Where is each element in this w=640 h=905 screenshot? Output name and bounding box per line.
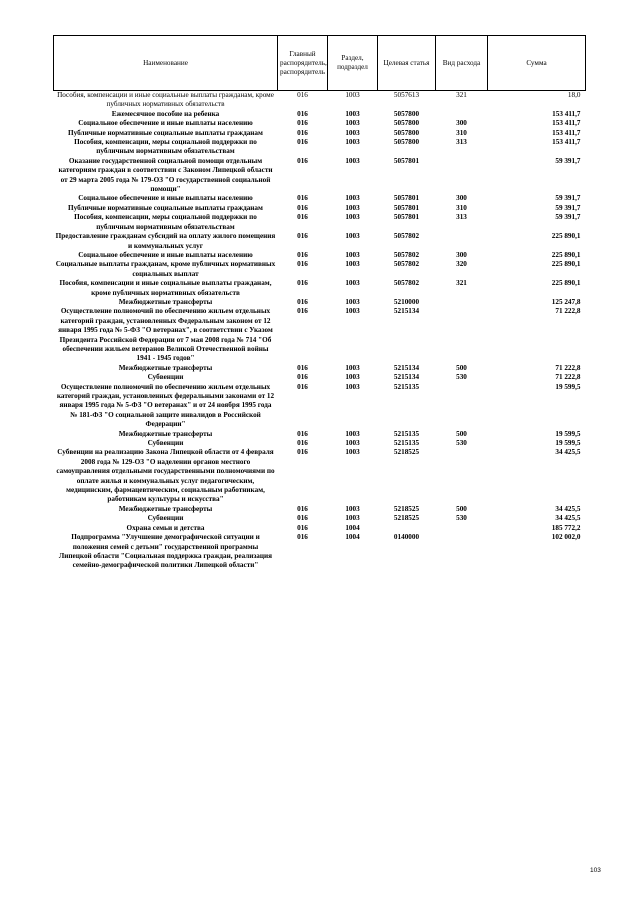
cell-name: Осуществление полномочий по обеспечению жильем отдельных категорий граждан, установленных Федеральным законом от 12 января 1995 года № 5-ФЗ "О ветеранах", в соответствии с Указом Президента Российской Федерации от 7 мая 2008 года № 714 "Об обеспечении жильем ветеранов Великой Отечественной войны 1941 - 1945 годов" <box>58 307 273 363</box>
cell-sum: 102 002,0 <box>551 533 581 542</box>
cell-expense: 530 <box>456 439 467 448</box>
cell-admin: 016 <box>297 119 308 128</box>
cell-admin: 016 <box>278 91 328 110</box>
cell-sum: 153 411,7 <box>552 109 581 118</box>
cell-target: 5057801 <box>393 194 420 203</box>
cell-admin: 016 <box>297 382 308 391</box>
cell-expense: 530 <box>456 373 467 382</box>
table-row <box>54 383 586 430</box>
cell-section: 1004 <box>345 533 360 542</box>
cell-expense <box>436 307 488 363</box>
cell-section: 1004 <box>345 523 360 532</box>
table-row <box>54 364 586 373</box>
cell-section: 1003 <box>345 439 360 448</box>
cell-name: Межбюджетные трансферты <box>118 363 213 372</box>
table-row <box>54 129 586 138</box>
cell-target: 5057802 <box>393 279 420 288</box>
cell-target: 5215134 <box>393 307 420 316</box>
table-row <box>54 232 586 251</box>
cell-admin: 016 <box>297 128 308 137</box>
cell-sum: 59 391,7 <box>555 156 581 165</box>
cell-name: Субвенции на реализацию Закона Липецкой области от 4 февраля 2008 года № 129-ОЗ "О наделении органов местного самоуправления отдельными государственными полномочиями по оплате жилья и коммунальных услуг педагогическим, медицинским, фармацевтическим, социальным работникам, работникам культуры и искусства" <box>56 448 275 504</box>
cell-target: 5057802 <box>393 232 420 241</box>
cell-target: 5215135 <box>393 439 420 448</box>
cell-name: Осуществление полномочий по обеспечению жильем отдельных категорий граждан, установленных федеральными законами от 12 января 1995 года № 5-ФЗ "О ветеранах" и от 24 ноября 1995 года № 181-ФЗ "О социальной защите инвалидов в Российской Федерации" <box>56 382 275 429</box>
cell-target: 5215134 <box>393 363 420 372</box>
cell-section: 1003 <box>345 448 360 457</box>
cell-name: Социальные выплаты гражданам, кроме публичных нормативных социальных выплат <box>55 260 276 278</box>
cell-name: Ежемесячное пособие на ребенка <box>111 109 220 118</box>
cell-sum: 225 890,1 <box>551 250 581 259</box>
cell-expense: 321 <box>436 91 488 110</box>
cell-name: Охрана семьи и детства <box>126 523 205 532</box>
cell-admin: 016 <box>297 260 308 269</box>
cell-section: 1003 <box>345 307 360 316</box>
cell-target: 5215134 <box>393 373 420 382</box>
header-target: Целевая статья <box>378 36 436 91</box>
cell-sum: 59 391,7 <box>555 194 581 203</box>
cell-target: 5057800 <box>393 128 420 137</box>
cell-sum: 225 890,1 <box>551 232 581 241</box>
cell-admin: 016 <box>297 363 308 372</box>
cell-sum: 19 599,5 <box>555 439 581 448</box>
cell-sum: 153 411,7 <box>552 128 581 137</box>
table-row <box>54 298 586 307</box>
header-expense: Вид расхода <box>436 36 488 91</box>
cell-section: 1003 <box>345 138 360 147</box>
cell-target: 5057800 <box>393 109 420 118</box>
cell-sum: 34 425,5 <box>555 504 581 513</box>
cell-name: Субвенции <box>147 373 184 382</box>
cell-target: 5057801 <box>393 156 420 165</box>
cell-name: Межбюджетные трансферты <box>118 297 213 306</box>
cell-section: 1003 <box>345 297 360 306</box>
cell-section: 1003 <box>345 203 360 212</box>
cell-expense <box>436 110 488 119</box>
table-row <box>54 213 586 232</box>
table-row <box>54 251 586 260</box>
cell-expense <box>436 448 488 504</box>
cell-sum: 185 772,2 <box>551 523 581 532</box>
cell-section: 1003 <box>345 109 360 118</box>
cell-sum: 34 425,5 <box>555 514 581 523</box>
cell-target: 5057802 <box>393 250 420 259</box>
table-row <box>54 430 586 439</box>
cell-admin: 016 <box>297 523 308 532</box>
table-row <box>54 533 586 571</box>
table-row <box>54 307 586 363</box>
cell-section: 1003 <box>345 250 360 259</box>
header-sum: Сумма <box>488 36 586 91</box>
cell-name: Социальное обеспечение и иные выплаты населению <box>78 119 253 128</box>
cell-target: 5057800 <box>393 119 420 128</box>
cell-target: 5218525 <box>393 504 420 513</box>
cell-name: Межбюджетные трансферты <box>118 429 213 438</box>
cell-expense <box>436 232 488 251</box>
cell-expense: 310 <box>456 128 467 137</box>
cell-admin: 016 <box>297 448 308 457</box>
cell-expense <box>436 383 488 430</box>
table-row <box>54 119 586 128</box>
cell-admin: 016 <box>297 373 308 382</box>
cell-name: Публичные нормативные социальные выплаты гражданам <box>68 128 263 137</box>
cell-sum: 71 222,8 <box>555 307 581 316</box>
cell-expense: 300 <box>456 250 467 259</box>
cell-sum: 34 425,5 <box>555 448 581 457</box>
cell-sum: 59 391,7 <box>555 203 581 212</box>
cell-name: Пособия, компенсации и иные социальные выплаты гражданам, кроме публичных нормативных обязательств <box>54 91 278 110</box>
cell-name: Оказание государственной социальной помощи отдельным категориям граждан в соответствии с Законом Липецкой области от 29 марта 2005 года № 179-ОЗ "О государственной социальной помощи" <box>58 156 273 194</box>
cell-admin: 016 <box>297 213 308 222</box>
cell-sum: 18,0 <box>488 91 586 110</box>
cell-expense: 500 <box>456 363 467 372</box>
cell-expense: 300 <box>456 194 467 203</box>
cell-admin: 016 <box>297 533 308 542</box>
cell-admin: 016 <box>297 297 308 306</box>
table-row <box>54 260 586 279</box>
cell-section: 1003 <box>345 373 360 382</box>
cell-section: 1003 <box>328 91 378 110</box>
cell-sum: 19 599,5 <box>555 429 581 438</box>
cell-name: Подпрограмма "Улучшение демографической ситуации и положения семей с детьми" государственной программы Липецкой области "Социальная поддержка граждан, реализация семейно-демографической политики Липецкой области" <box>58 533 273 570</box>
cell-target: 5057801 <box>393 203 420 212</box>
cell-section: 1003 <box>345 213 360 222</box>
cell-name: Субвенции <box>147 439 184 448</box>
cell-expense: 300 <box>456 119 467 128</box>
cell-section: 1003 <box>345 514 360 523</box>
table-row <box>54 524 586 533</box>
cell-section: 1003 <box>345 194 360 203</box>
cell-expense: 530 <box>456 514 467 523</box>
header-name: Наименование <box>54 36 278 91</box>
cell-expense: 320 <box>456 260 467 269</box>
cell-expense: 321 <box>456 279 467 288</box>
cell-expense <box>436 524 488 533</box>
cell-target: 5215135 <box>393 429 420 438</box>
table-row <box>54 279 586 298</box>
cell-admin: 016 <box>297 429 308 438</box>
table-row <box>54 110 586 119</box>
table-body <box>54 91 586 571</box>
cell-admin: 016 <box>297 156 308 165</box>
cell-section: 1003 <box>345 119 360 128</box>
cell-admin: 016 <box>297 250 308 259</box>
cell-sum: 125 247,8 <box>551 297 581 306</box>
cell-admin: 016 <box>297 232 308 241</box>
cell-admin: 016 <box>297 279 308 288</box>
cell-sum: 19 599,5 <box>555 382 581 391</box>
budget-table <box>53 35 586 571</box>
cell-name: Пособия, компенсации, меры социальной поддержки по публичным нормативным обязательствам <box>74 138 257 156</box>
cell-target: 5057613 <box>378 91 436 110</box>
table-row <box>54 204 586 213</box>
cell-admin: 016 <box>297 194 308 203</box>
cell-section: 1003 <box>345 128 360 137</box>
cell-target: 5057801 <box>393 213 420 222</box>
cell-sum: 59 391,7 <box>555 213 581 222</box>
cell-name: Межбюджетные трансферты <box>118 504 213 513</box>
cell-expense: 310 <box>456 203 467 212</box>
table-row <box>54 194 586 203</box>
table-row <box>54 514 586 523</box>
cell-name: Публичные нормативные социальные выплаты гражданам <box>68 203 263 212</box>
cell-section: 1003 <box>345 156 360 165</box>
cell-section: 1003 <box>345 260 360 269</box>
budget-table-page <box>53 35 585 571</box>
cell-target: 0140000 <box>393 533 420 542</box>
table-row <box>54 439 586 448</box>
cell-section: 1003 <box>345 504 360 513</box>
cell-section: 1003 <box>345 382 360 391</box>
cell-name: Предоставление гражданам субсидий на оплату жилого помещения и коммунальных услуг <box>55 232 276 250</box>
cell-name: Субвенции <box>147 514 184 523</box>
page-number: 103 <box>590 867 601 874</box>
cell-target: 5057802 <box>393 260 420 269</box>
cell-sum: 71 222,8 <box>555 373 581 382</box>
header-admin: Главный распорядитель, распорядитель <box>278 36 328 91</box>
cell-name: Пособия, компенсации и иные социальные выплаты гражданам, кроме публичных нормативных обязательств <box>59 279 272 297</box>
cell-sum: 153 411,7 <box>552 138 581 147</box>
cell-target: 5218525 <box>393 514 420 523</box>
table-row <box>54 505 586 514</box>
cell-admin: 016 <box>297 514 308 523</box>
cell-expense <box>436 533 488 571</box>
cell-sum: 225 890,1 <box>551 279 581 288</box>
cell-expense: 500 <box>456 429 467 438</box>
cell-sum: 225 890,1 <box>551 260 581 269</box>
cell-admin: 016 <box>297 109 308 118</box>
cell-name: Социальное обеспечение и иные выплаты населению <box>78 250 253 259</box>
table-row <box>54 448 586 504</box>
table-row <box>54 157 586 195</box>
cell-target: 5218525 <box>393 448 420 457</box>
cell-expense <box>436 298 488 307</box>
cell-admin: 016 <box>297 504 308 513</box>
table-row <box>54 91 586 110</box>
cell-target: 5215135 <box>393 382 420 391</box>
table-row <box>54 373 586 382</box>
cell-admin: 016 <box>297 203 308 212</box>
cell-name: Пособия, компенсации, меры социальной поддержки по публичным нормативным обязательствам <box>74 213 257 231</box>
cell-target: 5057800 <box>393 138 420 147</box>
cell-admin: 016 <box>297 307 308 316</box>
cell-expense <box>436 157 488 195</box>
cell-target: 5210000 <box>393 297 420 306</box>
table-row <box>54 138 586 157</box>
cell-expense: 313 <box>456 213 467 222</box>
cell-admin: 016 <box>297 439 308 448</box>
cell-expense: 500 <box>456 504 467 513</box>
cell-section: 1003 <box>345 232 360 241</box>
cell-target <box>378 524 436 533</box>
cell-name: Социальное обеспечение и иные выплаты населению <box>78 194 253 203</box>
cell-sum: 71 222,8 <box>555 363 581 372</box>
cell-section: 1003 <box>345 279 360 288</box>
cell-admin: 016 <box>297 138 308 147</box>
cell-section: 1003 <box>345 363 360 372</box>
cell-section: 1003 <box>345 429 360 438</box>
cell-expense: 313 <box>456 138 467 147</box>
table-header <box>54 36 586 91</box>
header-section: Раздел, подраздел <box>328 36 378 91</box>
cell-sum: 153 411,7 <box>552 119 581 128</box>
